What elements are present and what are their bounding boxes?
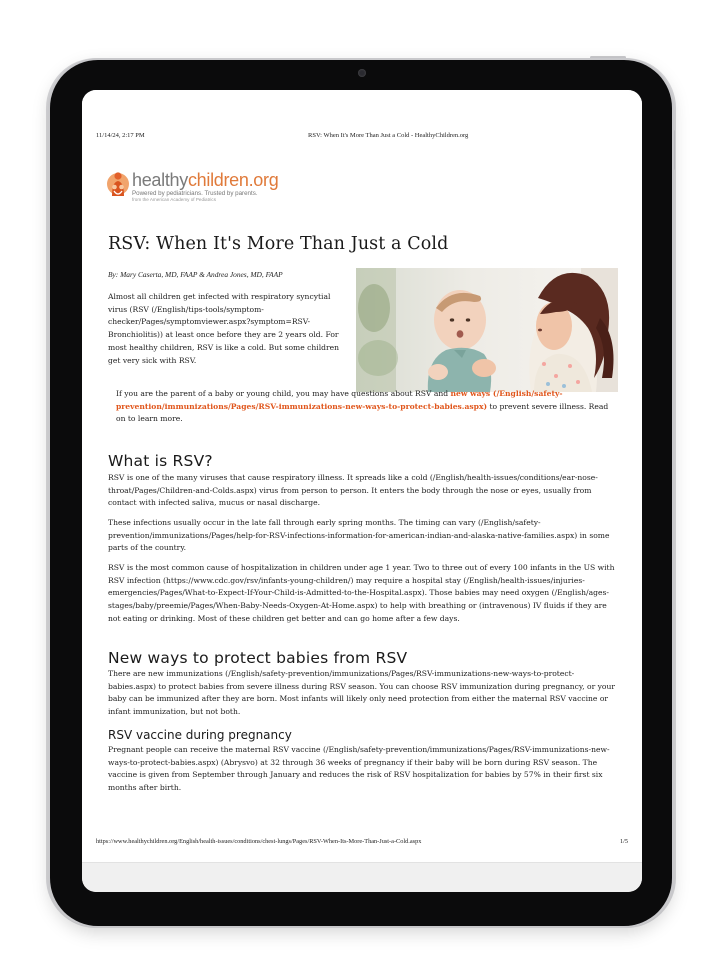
logo-subtitle: from the American Academy of Pediatrics bbox=[132, 197, 216, 202]
section-heading-new-ways: New ways to protect babies from RSV bbox=[108, 649, 408, 667]
article-title: RSV: When It's More Than Just a Cold bbox=[108, 234, 449, 254]
new-ways-link[interactable]: new ways (/English/safety-prevention/immunizations/Pages/RSV-immunizations-new-ways-to-protect-babies.aspx) bbox=[116, 389, 563, 411]
what-is-rsv-paragraph-1: RSV is one of the many viruses that cause respiratory illness. It spreads like a cold (/English/health-issues/conditions/ear-nose-throat/Pages/Children-and-Colds.aspx) virus from person to person. It enters the body through the nose or eyes, usually from contact with infected saliva, mucus or nasal discharge. bbox=[108, 473, 598, 508]
callout-text-after: to prevent severe illness. Read on to learn more. bbox=[116, 401, 609, 424]
family-logo-icon bbox=[106, 170, 130, 202]
print-footer-page-number: 1/5 bbox=[620, 838, 629, 845]
logo-wordmark: healthychildren.org bbox=[132, 170, 279, 190]
print-footer-url: https://www.healthychildren.org/English/health-issues/conditions/chest-lungs/Pages/RSV-When-Its-More-Than-Just-a-Cold.aspx bbox=[96, 838, 422, 845]
section-heading-what-is-rsv: What is RSV? bbox=[108, 452, 213, 470]
what-is-rsv-paragraph-3: RSV is the most common cause of hospitalization in children under age 1 year. Two to three out of every 100 infants in the US with RSV infection (https://www.cdc.gov/rsv/infants-young-children/) may require a hospital stay (/English/health-issues/injuries-emergencies/Pages/What-to-Expect-If-Your-Child-is-Admitted-to-the-Hospital.aspx). Those babies may need oxygen (/English/ages-stages/baby/preemie/Pages/When-Baby-Needs-Oxygen-At-Home.aspx) to help with breathing or (intravenous) IV fluids if they are not eating or drinking. Most of these children get better and can go home after a few days. bbox=[108, 563, 615, 623]
tablet-screen bbox=[82, 90, 642, 892]
vaccine-pregnancy-paragraph: Pregnant people can receive the maternal RSV vaccine (/English/safety-prevention/immunizations/Pages/RSV-immunizations-new-ways-to-protect-babies.aspx) (Abrysvo) at 32 through 36 weeks of pregnancy if their baby will be born during RSV season. The vaccine is given from September through January and reduces the risk of RSV hospitalization for babies by 57% in their first six months after birth. bbox=[108, 745, 610, 793]
next-page-preview bbox=[82, 862, 642, 892]
print-header-date: 11/14/24, 2:17 PM bbox=[96, 132, 145, 139]
document-page bbox=[82, 90, 642, 862]
volume-button bbox=[672, 130, 675, 170]
intro-paragraph: Almost all children get infected with respiratory syncytial virus (RSV (/English/tips-tools/symptom-checker/Pages/symptomviewer.aspx?symptom=RSV-Bronchiolitis)) at least once before they are 2 years old. For most healthy children, RSV is like a cold. But some children get very sick with RSV. bbox=[108, 292, 340, 365]
article-byline: By: Mary Caserta, MD, FAAP & Andrea Jones, MD, FAAP bbox=[108, 270, 283, 279]
camera-icon bbox=[358, 69, 366, 77]
callout-text-before: If you are the parent of a baby or young child, you may have questions about RSV and bbox=[116, 389, 451, 398]
healthychildren-logo[interactable] bbox=[106, 170, 306, 210]
callout-paragraph bbox=[116, 388, 616, 426]
new-ways-paragraph: There are new immunizations (/English/safety-prevention/immunizations/Pages/RSV-immunizations-new-ways-to-protect-babies.aspx) to protect babies from severe illness during RSV season. You can choose RSV immunization during pregnancy, or your baby can be immunized after they are born. Most infants will likely only need protection from either the maternal RSV vaccine or infant immunization, but not both. bbox=[108, 669, 616, 717]
section-heading-vaccine-pregnancy: RSV vaccine during pregnancy bbox=[108, 728, 292, 742]
power-button bbox=[590, 56, 626, 59]
mother-and-baby-photo bbox=[356, 268, 618, 392]
logo-tagline: Powered by pediatricians. Trusted by parents. bbox=[132, 190, 258, 197]
print-header-title: RSV: When It's More Than Just a Cold - HealthyChildren.org bbox=[308, 132, 469, 139]
what-is-rsv-paragraph-2: These infections usually occur in the late fall through early spring months. The timing can vary (/English/safety-prevention/immunizations/Pages/help-for-RSV-infections-information-for-american-indian-and-alaska-native-families.aspx) in some parts of the country. bbox=[108, 518, 610, 553]
